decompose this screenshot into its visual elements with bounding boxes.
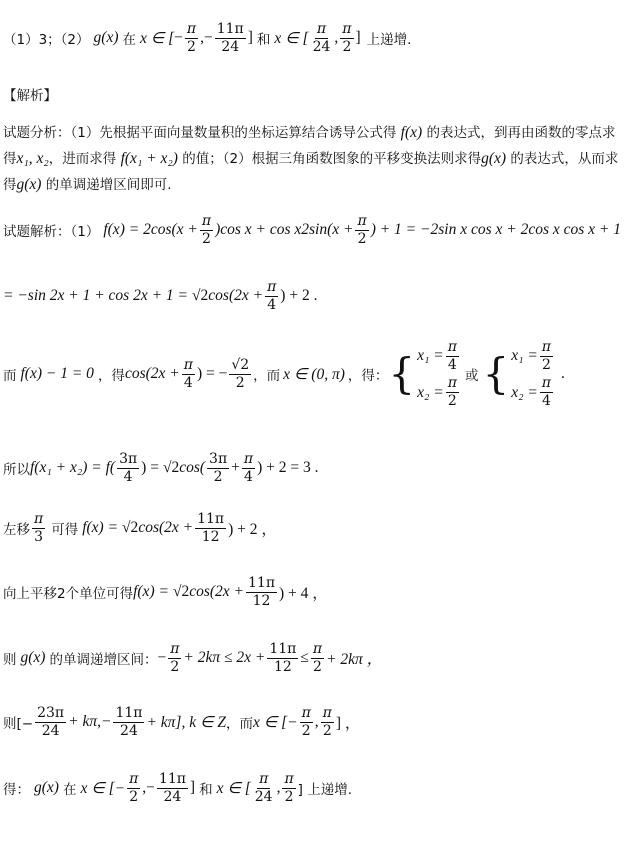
line5-right: ) + 2 ， xyxy=(228,521,277,539)
line4-cos: cos( xyxy=(179,459,206,477)
line7-c: ≤ xyxy=(300,649,309,667)
line6-sqrt2: √2 xyxy=(172,583,190,601)
analysis-x1x2: x₁, x₂ xyxy=(16,150,49,167)
line5-eq: f(x) = xyxy=(82,519,119,537)
eq1-right: ) + 1 = −2sin x cos x + 2cos x cos x + 1 xyxy=(370,221,621,239)
solution-line-7 xyxy=(3,642,382,674)
line6-right: ) + 4 ， xyxy=(279,585,328,603)
eq2-left: = −sin 2x + 1 + cos 2x + 1 = xyxy=(3,287,189,305)
solution-line-1 xyxy=(3,214,621,246)
answer-close: ] xyxy=(247,29,253,47)
line7-a: − xyxy=(157,649,167,667)
line3-eq: f(x) − 1 = 0 xyxy=(20,365,94,383)
line8-end: ] ， xyxy=(335,715,361,733)
line9-comma2: , xyxy=(276,779,281,797)
answer-he: 和 xyxy=(256,32,271,49)
brace-1: { xyxy=(388,349,416,399)
line7-text: 的单调递增区间： xyxy=(49,652,158,669)
frac-pi-over-24-b: $\frac{\pi}{24}$ xyxy=(254,771,273,805)
frac-neg-pi-over-2: $\frac{\pi}{2}$ xyxy=(186,21,197,55)
line7-d: + 2kπ ， xyxy=(326,651,383,669)
line6-cos: cos(2x + xyxy=(189,583,244,601)
line9-he: 和 xyxy=(199,782,213,799)
line8-mid: ，而 xyxy=(225,716,253,733)
brace-2: { xyxy=(482,349,510,399)
line7-b: + 2kπ ≤ 2x + xyxy=(183,649,266,667)
line7-g: g(x) xyxy=(20,649,46,667)
line6-eq: f(x) = xyxy=(133,583,169,601)
frac-3pi-over-2: $\frac{3\pi}{2}$ xyxy=(209,451,228,485)
line4-mid: ) = xyxy=(141,459,159,477)
frac-pi-over-2-d: $\frac{\pi}{2}$ xyxy=(312,641,323,675)
line8-comma: , xyxy=(314,713,319,731)
solution-line-2 xyxy=(3,280,317,312)
frac-sqrt2-over-2: $\frac{√2}{2}$ xyxy=(231,357,250,391)
line8-b: + kπ,− xyxy=(68,713,112,731)
frac-pi-over-2-g: $\frac{\pi}{2}$ xyxy=(129,771,139,805)
frac-23pi-over-24: $\frac{23\pi}{24}$ xyxy=(37,705,65,739)
analysis-text3: ，进而求得 xyxy=(48,151,117,167)
frac-pi-over-4-b: $\frac{\pi}{4}$ xyxy=(183,357,193,391)
answer-he-x-in: x ∈ [ xyxy=(274,29,309,47)
frac-pi-over-3: $\frac{\pi}{3}$ xyxy=(34,511,44,545)
solution-line-6 xyxy=(3,576,328,608)
frac-11pi-over-12: $\frac{11\pi}{12}$ xyxy=(197,511,225,545)
solution-line-3 xyxy=(3,340,565,409)
sys2-x2: x₂ = xyxy=(511,383,538,401)
frac-pi-over-2-e: $\frac{\pi}{2}$ xyxy=(301,705,311,739)
frac-11pi-over-12-c: $\frac{11\pi}{12}$ xyxy=(269,641,297,675)
eq2-cos: cos(2x + xyxy=(208,287,264,305)
sys1-x2: x₂ = xyxy=(417,383,444,401)
line4-prefix: 所以 xyxy=(3,462,30,479)
analysis-fsum: f(x₁ + x₂) xyxy=(120,150,178,167)
or-text: 或 xyxy=(464,368,479,385)
line5-cos: cos(2x + xyxy=(138,519,194,537)
line8-c: + kπ], k ∈ Z xyxy=(146,713,226,731)
frac-3pi-over-4: $\frac{3\pi}{4}$ xyxy=(119,451,138,485)
solution-label: 试题解析：（1） xyxy=(3,224,100,241)
line9-xin2: x ∈ [ xyxy=(216,779,251,797)
eq2-right: ) + 2 . xyxy=(280,287,318,305)
line3-er: 而 xyxy=(3,368,17,385)
line5-mid: 可得 xyxy=(51,522,79,539)
analysis-label: 试题分析： xyxy=(3,125,71,141)
line5-prefix: 左移 xyxy=(3,522,30,539)
line4-eq: f(x₁ + x₂) = f( xyxy=(30,459,116,477)
line7-prefix: 则 xyxy=(3,652,17,669)
line4-right: ) + 2 = 3 . xyxy=(257,459,319,477)
answer-comma: , xyxy=(334,29,339,47)
line8-prefix: 则[− xyxy=(3,716,34,733)
solution-line-4 xyxy=(3,452,319,484)
line3-cos: cos(2x + xyxy=(124,365,180,383)
analysis-paragraph xyxy=(3,120,623,198)
analysis-text6: 的单调递增区间即可. xyxy=(45,177,172,193)
section-heading: 【解析】 xyxy=(3,88,57,104)
answer-x-in: x ∈ [ xyxy=(139,29,175,47)
system-1: x₁ = $\frac{\pi}{4}$ x₂ = $\frac{\pi}{2}$ xyxy=(417,339,457,410)
sys2-x1: x₁ = xyxy=(511,347,538,365)
line9-g: g(x) xyxy=(34,779,59,797)
line9-comma: ,− xyxy=(142,779,155,797)
frac-pi-over-2-h: $\frac{\pi}{2}$ xyxy=(284,771,294,805)
analysis-fx: f(x) xyxy=(400,124,423,141)
line9-end: ] 上递增. xyxy=(297,782,353,799)
sqrt2: √2 xyxy=(192,287,209,305)
frac-11pi-over-24-b: $\frac{11\pi}{24}$ xyxy=(115,705,143,739)
analysis-text1: （1）先根据平面向量数量积的坐标运算结合诱导公式得 xyxy=(70,125,397,141)
frac-pi-over-4: $\frac{\pi}{4}$ xyxy=(267,279,277,313)
analysis-text2: 的表达式，到再由函数的零点求得 xyxy=(3,125,616,167)
line3-mid: ，而 xyxy=(253,368,281,385)
line3-eqsign: ) = − xyxy=(196,365,228,383)
eq1-left: f(x) = 2cos(x + xyxy=(103,221,198,239)
frac-pi-over-2-a: $\frac{\pi}{2}$ xyxy=(201,213,212,247)
line5-sqrt2: √2 xyxy=(122,519,139,537)
answer-zai: 在 xyxy=(122,32,136,49)
analysis-text4: 的值；（2）根据三角函数图象的平移变换法则求得 xyxy=(182,151,482,167)
solution-line-5 xyxy=(3,512,277,544)
sys1-x1: x₁ = xyxy=(417,347,444,365)
line9-prefix: 得： xyxy=(3,782,30,799)
analysis-text5: 的表达式，从而求得 xyxy=(3,151,619,193)
eq1-mid: )cos x + cos x2sin(x + xyxy=(215,221,354,239)
line3-de2: ，得： xyxy=(347,368,389,385)
line3-xin: x ∈ (0, π) xyxy=(283,365,345,383)
frac-pi-over-2: $\frac{\pi}{2}$ xyxy=(342,21,352,55)
line4-sqrt2: √2 xyxy=(162,459,180,477)
analysis-gx: g(x) xyxy=(481,150,507,167)
answer-prefix: （1）3；（2） xyxy=(3,32,90,49)
solution-line-8 xyxy=(3,706,360,738)
answer-increasing: 上递增. xyxy=(366,32,412,49)
frac-pi-over-2-b: $\frac{\pi}{2}$ xyxy=(357,213,367,247)
frac-pi-over-24: $\frac{\pi}{24}$ xyxy=(312,21,331,55)
frac-pi-over-2-f: $\frac{\pi}{2}$ xyxy=(322,705,332,739)
frac-pi-over-4-c: $\frac{\pi}{4}$ xyxy=(243,451,254,485)
answer-g: g(x) xyxy=(93,29,119,47)
system-2: x₁ = $\frac{\pi}{2}$ x₂ = $\frac{\pi}{4}$ xyxy=(511,339,551,410)
line9-close: ] xyxy=(189,779,196,797)
line3-period: . xyxy=(561,365,565,383)
frac-pi-over-2-c: $\frac{\pi}{2}$ xyxy=(170,641,180,675)
line6-prefix: 向上平移2个单位可得 xyxy=(3,586,134,603)
line9-zai: 在 xyxy=(62,782,77,799)
analysis-gx2: g(x) xyxy=(16,176,42,193)
frac-11pi-over-24-c: $\frac{11\pi}{24}$ xyxy=(158,771,186,805)
line8-xin: x ∈ [− xyxy=(252,713,298,731)
line4-plus: + xyxy=(231,459,240,477)
line9-xin: x ∈ [− xyxy=(80,779,126,797)
answer-neg: − xyxy=(174,29,183,47)
solution-line-9 xyxy=(3,772,352,804)
frac-11pi-over-12-b: $\frac{11\pi}{12}$ xyxy=(248,575,276,609)
line3-de: ，得 xyxy=(97,368,125,385)
answer-line xyxy=(3,22,411,54)
answer-comma-neg: ,− xyxy=(200,29,213,47)
answer-close-2: ] xyxy=(355,29,361,47)
frac-11pi-over-24: $\frac{11\pi}{24}$ xyxy=(216,21,244,55)
